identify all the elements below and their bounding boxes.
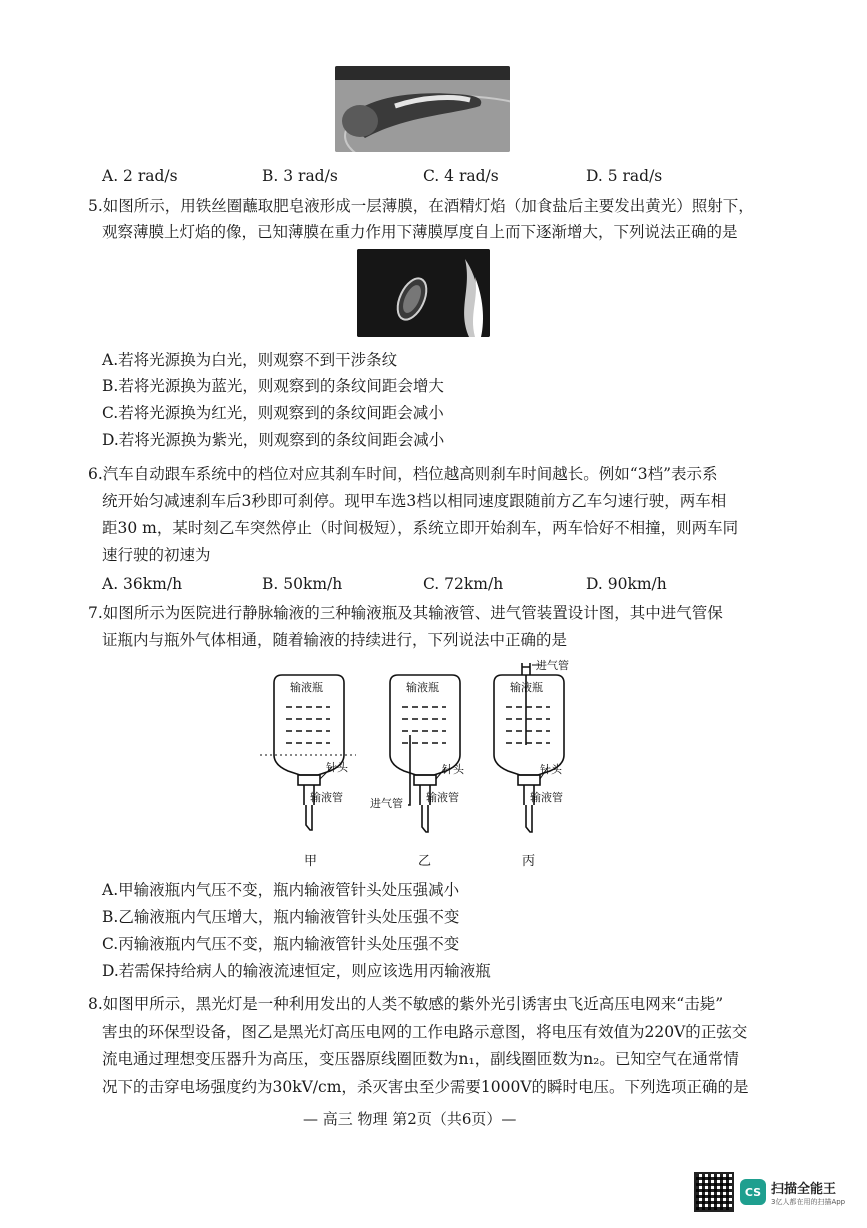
caption-yi: 乙: [418, 854, 432, 869]
q6-stem-line-1: 6.汽车自动跟车系统中的档位对应其刹车时间，档位越高则刹车时间越长。例如“3档”表示系: [88, 465, 718, 483]
q7-option-d: D.若需保持给病人的输液流速恒定，则应该选用丙输液瓶: [102, 962, 491, 980]
label-needle-bing: 针头: [540, 763, 562, 776]
q4-option-d: D. 5 rad/s: [586, 167, 663, 185]
q8-stem-line-4: 况下的击穿电场强度约为30kV/cm，杀灭害虫至少需要1000V的瞬时电压。下列选项正确的是: [102, 1078, 749, 1096]
scanner-badge: [694, 1172, 845, 1212]
q6-option-d: D. 90km/h: [586, 575, 667, 593]
q7-option-b: B.乙输液瓶内气压增大，瓶内输液管针头处压强不变: [102, 908, 460, 926]
caption-jia: 甲: [304, 854, 318, 869]
q8-stem-line-3: 流电通过理想变压器升为高压，变压器原线圈匝数为n₁，副线圈匝数为n₂。已知空气在通常情: [102, 1050, 739, 1068]
q5-option-d: D.若将光源换为紫光，则观察到的条纹间距会减小: [102, 431, 445, 449]
scanner-badge-text: [771, 1178, 845, 1207]
label-inlet-bing: 进气管: [536, 659, 569, 672]
cs-logo-icon: CS: [740, 1179, 766, 1205]
label-bottle-bing: 输液瓶: [510, 681, 543, 694]
q5-option-c: C.若将光源换为红光，则观察到的条纹间距会减小: [102, 404, 444, 422]
label-bottle-jia: 输液瓶: [290, 681, 323, 694]
q8-stem-line-1: 8.如图甲所示，黑光灯是一种利用发出的人类不敏感的紫外光引诱害虫飞近高压电网来“击毙”: [88, 995, 724, 1013]
q5-photo: [357, 249, 490, 337]
label-tube-bing: 输液管: [530, 791, 563, 804]
label-needle-jia: 针头: [326, 761, 348, 774]
q4-photo-drawing: [335, 66, 510, 152]
q5-option-b: B.若将光源换为蓝光，则观察到的条纹间距会增大: [102, 377, 444, 395]
caption-bing: 丙: [522, 854, 536, 869]
q6-stem-line-4: 速行驶的初速为: [102, 546, 211, 564]
q6-option-b: B. 50km/h: [262, 575, 343, 593]
q7-option-c: C.丙输液瓶内气压不变，瓶内输液管针头处压强不变: [102, 935, 460, 953]
q7-infusion-diagram: [260, 655, 580, 875]
q5-stem-line-2: 观察薄膜上灯焰的像，已知薄膜在重力作用下薄膜厚度自上而下逐渐增大，下列说法正确的是: [102, 223, 738, 241]
q5-stem-line-1: 5.如图所示，用铁丝圈蘸取肥皂液形成一层薄膜，在酒精灯焰（加食盐后主要发出黄光）照射下，: [88, 197, 754, 215]
q4-option-b: B. 3 rad/s: [262, 167, 338, 185]
q7-stem-line-2: 证瓶内与瓶外气体相通，随着输液的持续进行，下列说法中正确的是: [102, 631, 568, 649]
qr-code-icon: [694, 1172, 734, 1212]
q7-option-a: A.甲输液瓶内气压不变，瓶内输液管针头处压强减小: [102, 881, 460, 899]
scanner-badge-title: 扫描全能王: [771, 1181, 837, 1197]
q8-stem-line-2: 害虫的环保型设备，图乙是黑光灯高压电网的工作电路示意图，将电压有效值为220V的正弦交: [102, 1023, 748, 1041]
label-tube-jia: 输液管: [310, 791, 343, 804]
q6-stem-line-3: 距30 m，某时刻乙车突然停止（时间极短），系统立即开始刹车，两车恰好不相撞，则两车同: [102, 519, 739, 537]
q4-option-a: A. 2 rad/s: [102, 167, 178, 185]
q6-option-a: A. 36km/h: [102, 575, 183, 593]
q4-option-c: C. 4 rad/s: [423, 167, 499, 185]
q7-stem-line-1: 7.如图所示为医院进行静脉输液的三种输液瓶及其输液管、进气管装置设计图，其中进气管保: [88, 604, 723, 622]
q6-stem-line-2: 统开始匀减速刹车后3秒即可刹停。现甲车选3档以相同速度跟随前方乙车匀速行驶，两车相: [102, 492, 727, 510]
page-footer: — 高三 物理 第2页（共6页）—: [303, 1110, 517, 1128]
q6-option-c: C. 72km/h: [423, 575, 504, 593]
label-inlet-yi: 进气管: [370, 797, 403, 810]
q5-photo-drawing: [357, 249, 490, 337]
label-tube-yi: 输液管: [426, 791, 459, 804]
label-needle-yi: 针头: [442, 763, 464, 776]
bottle-jia: [274, 675, 344, 830]
label-bottle-yi: 输液瓶: [406, 681, 439, 694]
scanner-badge-subtitle: 3亿人都在用的扫描App: [771, 1197, 846, 1206]
q5-option-a: A.若将光源换为白光，则观察不到干涉条纹: [102, 351, 398, 369]
q4-photo: [335, 66, 510, 152]
